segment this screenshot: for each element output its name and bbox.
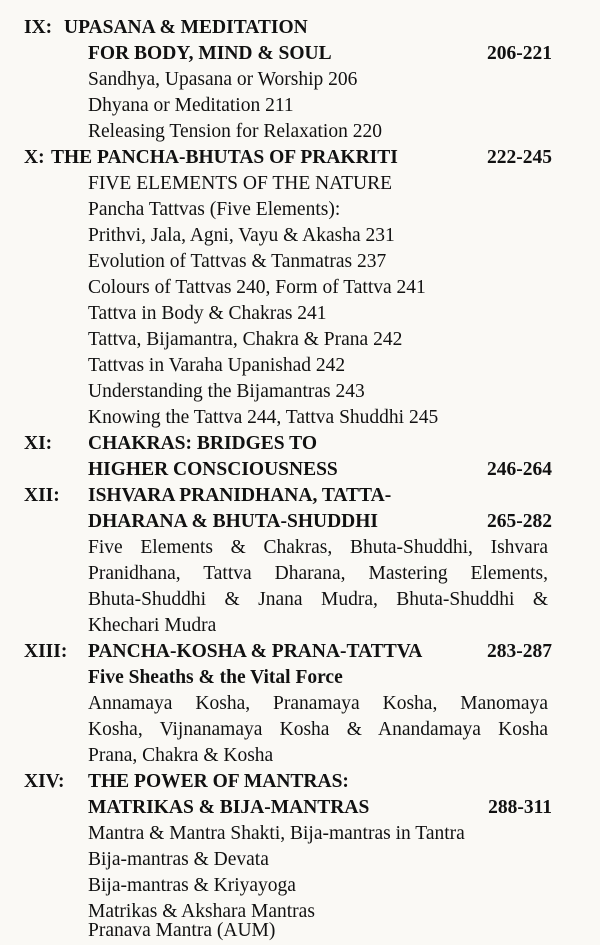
toc-entry — [0, 613, 600, 639]
entry-text: Tattvas in Varaha Upanishad 242 — [88, 355, 346, 376]
entry-text: Tattva, Bijamantra, Chakra & Prana 242 — [88, 329, 403, 350]
page-range: 222-245 — [487, 147, 552, 168]
subtitle-text: Five Sheaths & the Vital Force — [88, 667, 343, 688]
toc-entry — [0, 743, 600, 769]
page-range: 265-282 — [487, 511, 552, 532]
toc-entry — [0, 918, 600, 944]
entry-text: Understanding the Bijamantras 243 — [88, 381, 365, 402]
entry-text: Sandhya, Upasana or Worship 206 — [88, 69, 358, 90]
entry-text: Colours of Tattvas 240, Form of Tattva 241 — [88, 277, 426, 298]
toc-entry — [0, 353, 600, 379]
chapter-title: UPASANA & MEDITATION — [64, 17, 308, 38]
entry-text: Matrikas & Akshara Mantras — [88, 901, 315, 922]
chapter-heading — [0, 639, 600, 665]
entry-text: Bija-mantras & Devata — [88, 849, 269, 870]
entry-text: Bija-mantras & Kriyayoga — [88, 875, 296, 896]
toc-entry — [0, 379, 600, 405]
chapter-title: CHAKRAS: BRIDGES TO — [88, 433, 318, 454]
entry-text: Knowing the Tattva 244, Tattva Shuddhi 245 — [88, 407, 439, 428]
entry-text: Evolution of Tattvas & Tanmatras 237 — [88, 251, 387, 272]
entry-text: Dhyana or Meditation 211 — [88, 95, 294, 116]
toc-entry — [0, 197, 600, 223]
toc-entry — [0, 587, 600, 613]
entry-text: Tattva in Body & Chakras 241 — [88, 303, 327, 324]
toc-entry — [0, 93, 600, 119]
entry-text: Prithvi, Jala, Agni, Vayu & Akasha 231 — [88, 225, 395, 246]
chapter-heading — [0, 41, 600, 67]
toc-entry — [0, 275, 600, 301]
toc-entry — [0, 691, 600, 717]
toc-entry — [0, 847, 600, 873]
chapter-heading — [0, 483, 600, 509]
chapter-subtitle — [0, 665, 600, 691]
chapter-number: XIII: — [24, 641, 68, 662]
toc-entry — [0, 873, 600, 899]
entry-text: Pancha Tattvas (Five Elements): — [88, 199, 341, 220]
toc-entry — [0, 119, 600, 145]
chapter-number: XII: — [24, 485, 60, 506]
chapter-heading — [0, 145, 600, 171]
toc-entry — [0, 561, 600, 587]
entry-text: Prana, Chakra & Kosha — [88, 745, 274, 766]
chapter-title: THE PANCHA-BHUTAS OF PRAKRITI — [51, 147, 398, 168]
chapter-subtitle — [0, 171, 600, 197]
toc-entry — [0, 67, 600, 93]
chapter-number: XI: — [24, 433, 53, 454]
entry-text: Bhuta-Shuddhi & Jnana Mudra, Bhuta-Shuddhi & — [88, 589, 548, 610]
toc-entry — [0, 405, 600, 431]
chapter-heading — [0, 769, 600, 795]
chapter-number: XIV: — [24, 771, 65, 792]
chapter-heading — [0, 431, 600, 457]
page-range: 246-264 — [487, 459, 552, 480]
entry-text: Five Elements & Chakras, Bhuta-Shuddhi, Ishvara — [88, 537, 548, 558]
page-range: 288-311 — [488, 797, 552, 818]
toc-entry — [0, 223, 600, 249]
chapter-number: IX: — [24, 17, 53, 38]
chapter-heading — [0, 15, 600, 41]
toc-entry — [0, 249, 600, 275]
toc-entry — [0, 821, 600, 847]
entry-text: Releasing Tension for Relaxation 220 — [88, 121, 382, 142]
chapter-title: ISHVARA PRANIDHANA, TATTA- — [88, 485, 392, 506]
chapter-title: PANCHA-KOSHA & PRANA-TATTVA — [88, 641, 423, 662]
chapter-title: FOR BODY, MIND & SOUL — [88, 43, 332, 64]
page-range: 283-287 — [487, 641, 552, 662]
toc-entry — [0, 301, 600, 327]
chapter-heading — [0, 795, 600, 821]
page-range: 206-221 — [487, 43, 552, 64]
entry-text: Annamaya Kosha, Pranamaya Kosha, Manomaya — [88, 693, 548, 714]
toc-entry — [0, 327, 600, 353]
chapter-title: DHARANA & BHUTA-SHUDDHI — [88, 511, 378, 532]
toc-entry — [0, 535, 600, 561]
chapter-title: HIGHER CONSCIOUSNESS — [88, 459, 338, 480]
chapter-heading — [0, 509, 600, 535]
entry-text: Khechari Mudra — [88, 615, 217, 636]
entry-text: Kosha, Vijnanamaya Kosha & Anandamaya Kosha — [88, 719, 548, 740]
entry-text: Pranidhana, Tattva Dharana, Mastering Elements, — [88, 563, 548, 584]
entry-text: Pranava Mantra (AUM) — [88, 920, 276, 941]
chapter-title: MATRIKAS & BIJA-MANTRAS — [88, 797, 370, 818]
subtitle-text: FIVE ELEMENTS OF THE NATURE — [88, 173, 393, 194]
chapter-heading — [0, 457, 600, 483]
chapter-title: THE POWER OF MANTRAS: — [88, 771, 349, 792]
chapter-number: X: — [24, 147, 45, 168]
toc-entry — [0, 717, 600, 743]
entry-text: Mantra & Mantra Shakti, Bija-mantras in Tantra — [88, 823, 465, 844]
